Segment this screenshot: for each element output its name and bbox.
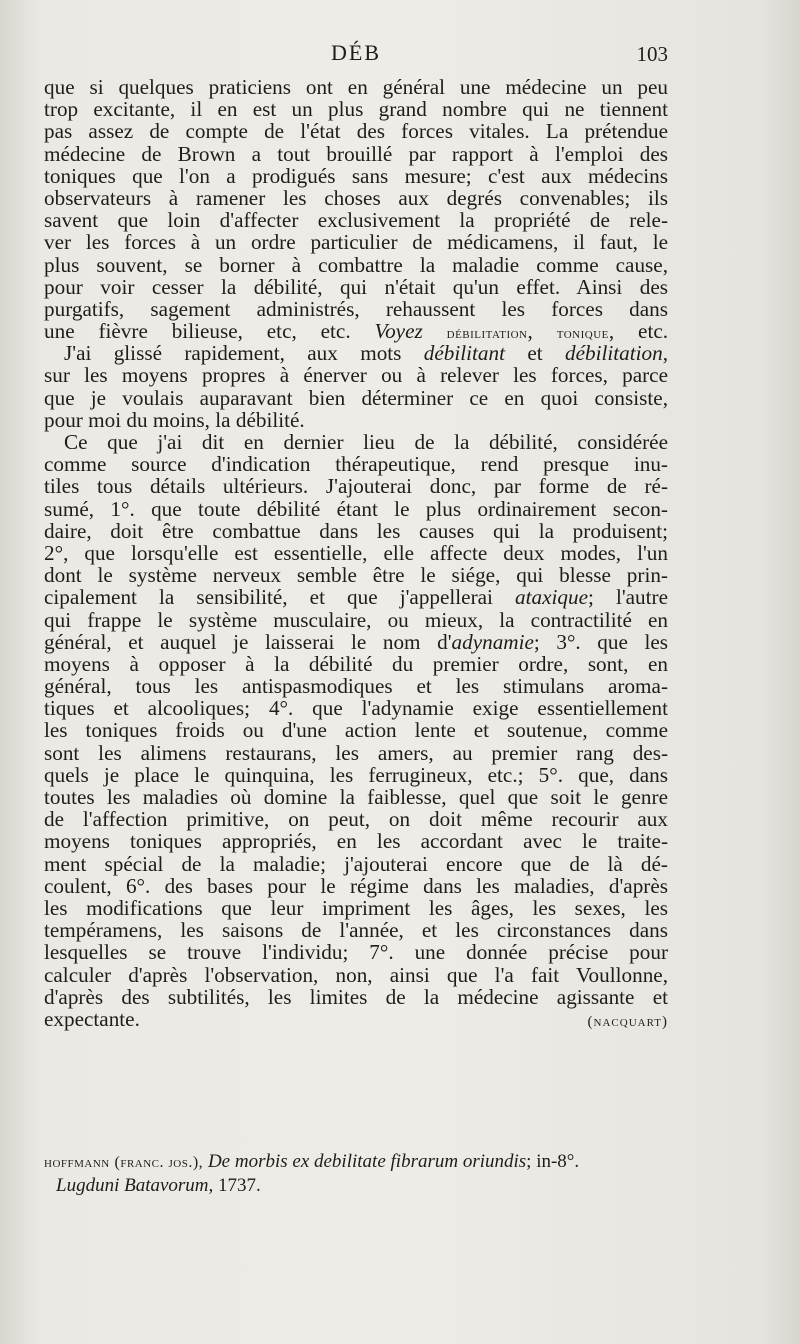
text-line: tiques et alcooliques; 4°. que l'adynamie exige essentiellement	[44, 696, 668, 721]
author-signature: (nacquart)	[587, 1013, 668, 1030]
cross-ref-debilitation: débilitation	[446, 326, 528, 343]
text-segment: ; 3°. que les	[533, 629, 668, 654]
text-segment: une fièvre bilieuse, etc, etc.	[44, 319, 351, 344]
running-title: DÉB	[331, 40, 381, 65]
text-line: purgatifs, sagement administrés, rehaussent les forces dans	[44, 296, 668, 321]
text-line: trop excitante, il en est un plus grand nombre qui ne tiennent	[44, 97, 668, 122]
text-line: daire, doit être combattue dans les causes qui la produisent;	[44, 518, 668, 543]
text-line: 2°, que lorsqu'elle est essentielle, elle affecte deux modes, l'un	[44, 540, 668, 565]
text-line: sur les moyens propres à énerver ou à relever les forces, parce	[44, 363, 668, 388]
text-segment: ; l'autre	[587, 585, 668, 610]
bibliography-title: De morbis ex debilitate fibrarum oriundis	[207, 1151, 527, 1172]
text-line: ment spécial de la maladie; j'ajouterai encore que de là dé-	[44, 851, 668, 876]
text-line: tempéramens, les saisons de l'année, et les circonstances dans	[44, 918, 668, 943]
text-segment: ,	[662, 341, 669, 366]
italic-word: adynamie	[451, 629, 534, 654]
text-line: tiles tous détails ultérieurs. J'ajouterai donc, par forme de ré-	[44, 474, 668, 499]
text-line: général, tous les antispasmodiques et les stimulans aroma-	[44, 674, 668, 699]
text-line: pour moi du moins, la débilité.	[44, 407, 305, 432]
text-line-cross-reference: une fièvre bilieuse, etc, etc. Voyez débilitation, tonique, etc.	[44, 319, 669, 344]
article-body	[44, 76, 668, 1030]
text-line: sumé, 1°. que toute débilité étant le plus ordinairement secon-	[44, 496, 668, 521]
page-number: 103	[636, 42, 668, 66]
cross-ref-tonique: tonique	[556, 326, 609, 343]
text-line: observateurs à ramener les choses aux degrés convenables; ils	[44, 185, 668, 210]
bibliography-format: ; in-8°.	[526, 1151, 580, 1172]
text-segment: général, et auquel je laisserai le nom d'	[44, 629, 452, 654]
text-line: pour voir cesser la débilité, qui n'était qu'un effet. Ainsi des	[44, 274, 668, 299]
italic-word: débilitant	[423, 341, 506, 366]
text-line: toutes les maladies où domine la faiblesse, quel que soit le genre	[44, 785, 668, 809]
bibliography-year: 1737.	[218, 1175, 261, 1196]
text-line: ver les forces à un ordre particulier de médicamens, il faut, le	[44, 230, 668, 255]
text-line: de l'affection primitive, on peut, on doit même recourir aux	[44, 807, 668, 832]
bibliography-line	[44, 1174, 668, 1198]
closing-line	[44, 1008, 668, 1030]
text-line: quels je place le quinquina, les ferrugineux, etc.; 5°. que, dans	[44, 762, 668, 787]
bibliography	[44, 1150, 668, 1198]
bibliography-line	[44, 1150, 668, 1174]
text-line: médecine de Brown a tout brouillé par rapport à l'emploi des	[44, 141, 668, 166]
text-line: toniques que l'on a prodigués sans mesure; c'est aux médecins	[44, 163, 668, 188]
text-segment: et	[527, 341, 543, 366]
running-head	[44, 40, 668, 70]
text-line	[44, 631, 668, 653]
text-line	[44, 342, 668, 364]
text-segment: , etc.	[608, 319, 669, 344]
text-line: d'après des subtilités, les limites de la médecine agissante et	[44, 984, 668, 1009]
text-segment: cipalement la sensibilité, et que j'appellerai	[44, 585, 493, 610]
text-line: Ce que j'ai dit en dernier lieu de la débilité, considérée	[64, 430, 668, 454]
text-line: coulent, 6°. des bases pour le régime dans les maladies, d'après	[44, 873, 668, 898]
text-line: qui frappe le système musculaire, ou mieux, la contractilité en	[44, 607, 668, 632]
text-line: pas assez de compte de l'état des forces vitales. La prétendue	[44, 119, 668, 144]
text-line	[44, 586, 668, 608]
voyez-italic: Voyez	[374, 319, 423, 344]
italic-word: ataxique	[515, 585, 588, 610]
text-segment: J'ai glissé rapidement, aux mots	[64, 341, 402, 366]
text-line: moyens toniques appropriés, en les accordant avec le traite-	[44, 829, 668, 854]
text-line: moyens à opposer à la débilité du premier ordre, sont, en	[44, 651, 668, 676]
bibliography-author: hoffmann	[44, 1154, 110, 1171]
text-line: que je voulais auparavant bien déterminer ce en quoi consiste,	[44, 385, 668, 410]
text-line: calculer d'après l'observation, non, ainsi que l'a fait Voullonne,	[44, 962, 668, 987]
bibliography-place: Lugduni Batavorum,	[56, 1175, 214, 1196]
italic-word: débilitation	[565, 341, 663, 366]
text-line: les toniques froids ou d'une action lente et soutenue, comme	[44, 718, 668, 743]
bibliography-author-detail: (franc. jos.),	[114, 1154, 204, 1171]
text-line: comme source d'indication thérapeutique, rend presque inu-	[44, 452, 668, 477]
text-line: plus souvent, se borner à combattre la maladie comme cause,	[44, 252, 668, 277]
text-line: les modifications que leur impriment les âges, les sexes, les	[44, 895, 668, 920]
text-segment: expectante.	[44, 1006, 140, 1031]
text-line: dont le système nerveux semble être le siége, qui blesse prin-	[44, 563, 668, 588]
text-line: que si quelques praticiens ont en général une médecine un peu	[44, 75, 668, 99]
text-line: savent que loin d'affecter exclusivement la propriété de rele-	[44, 208, 668, 233]
text-line: sont les alimens restaurans, les amers, au premier rang des-	[44, 740, 668, 765]
text-line: lesquelles se trouve l'individu; 7°. une donnée précise pour	[44, 940, 668, 965]
